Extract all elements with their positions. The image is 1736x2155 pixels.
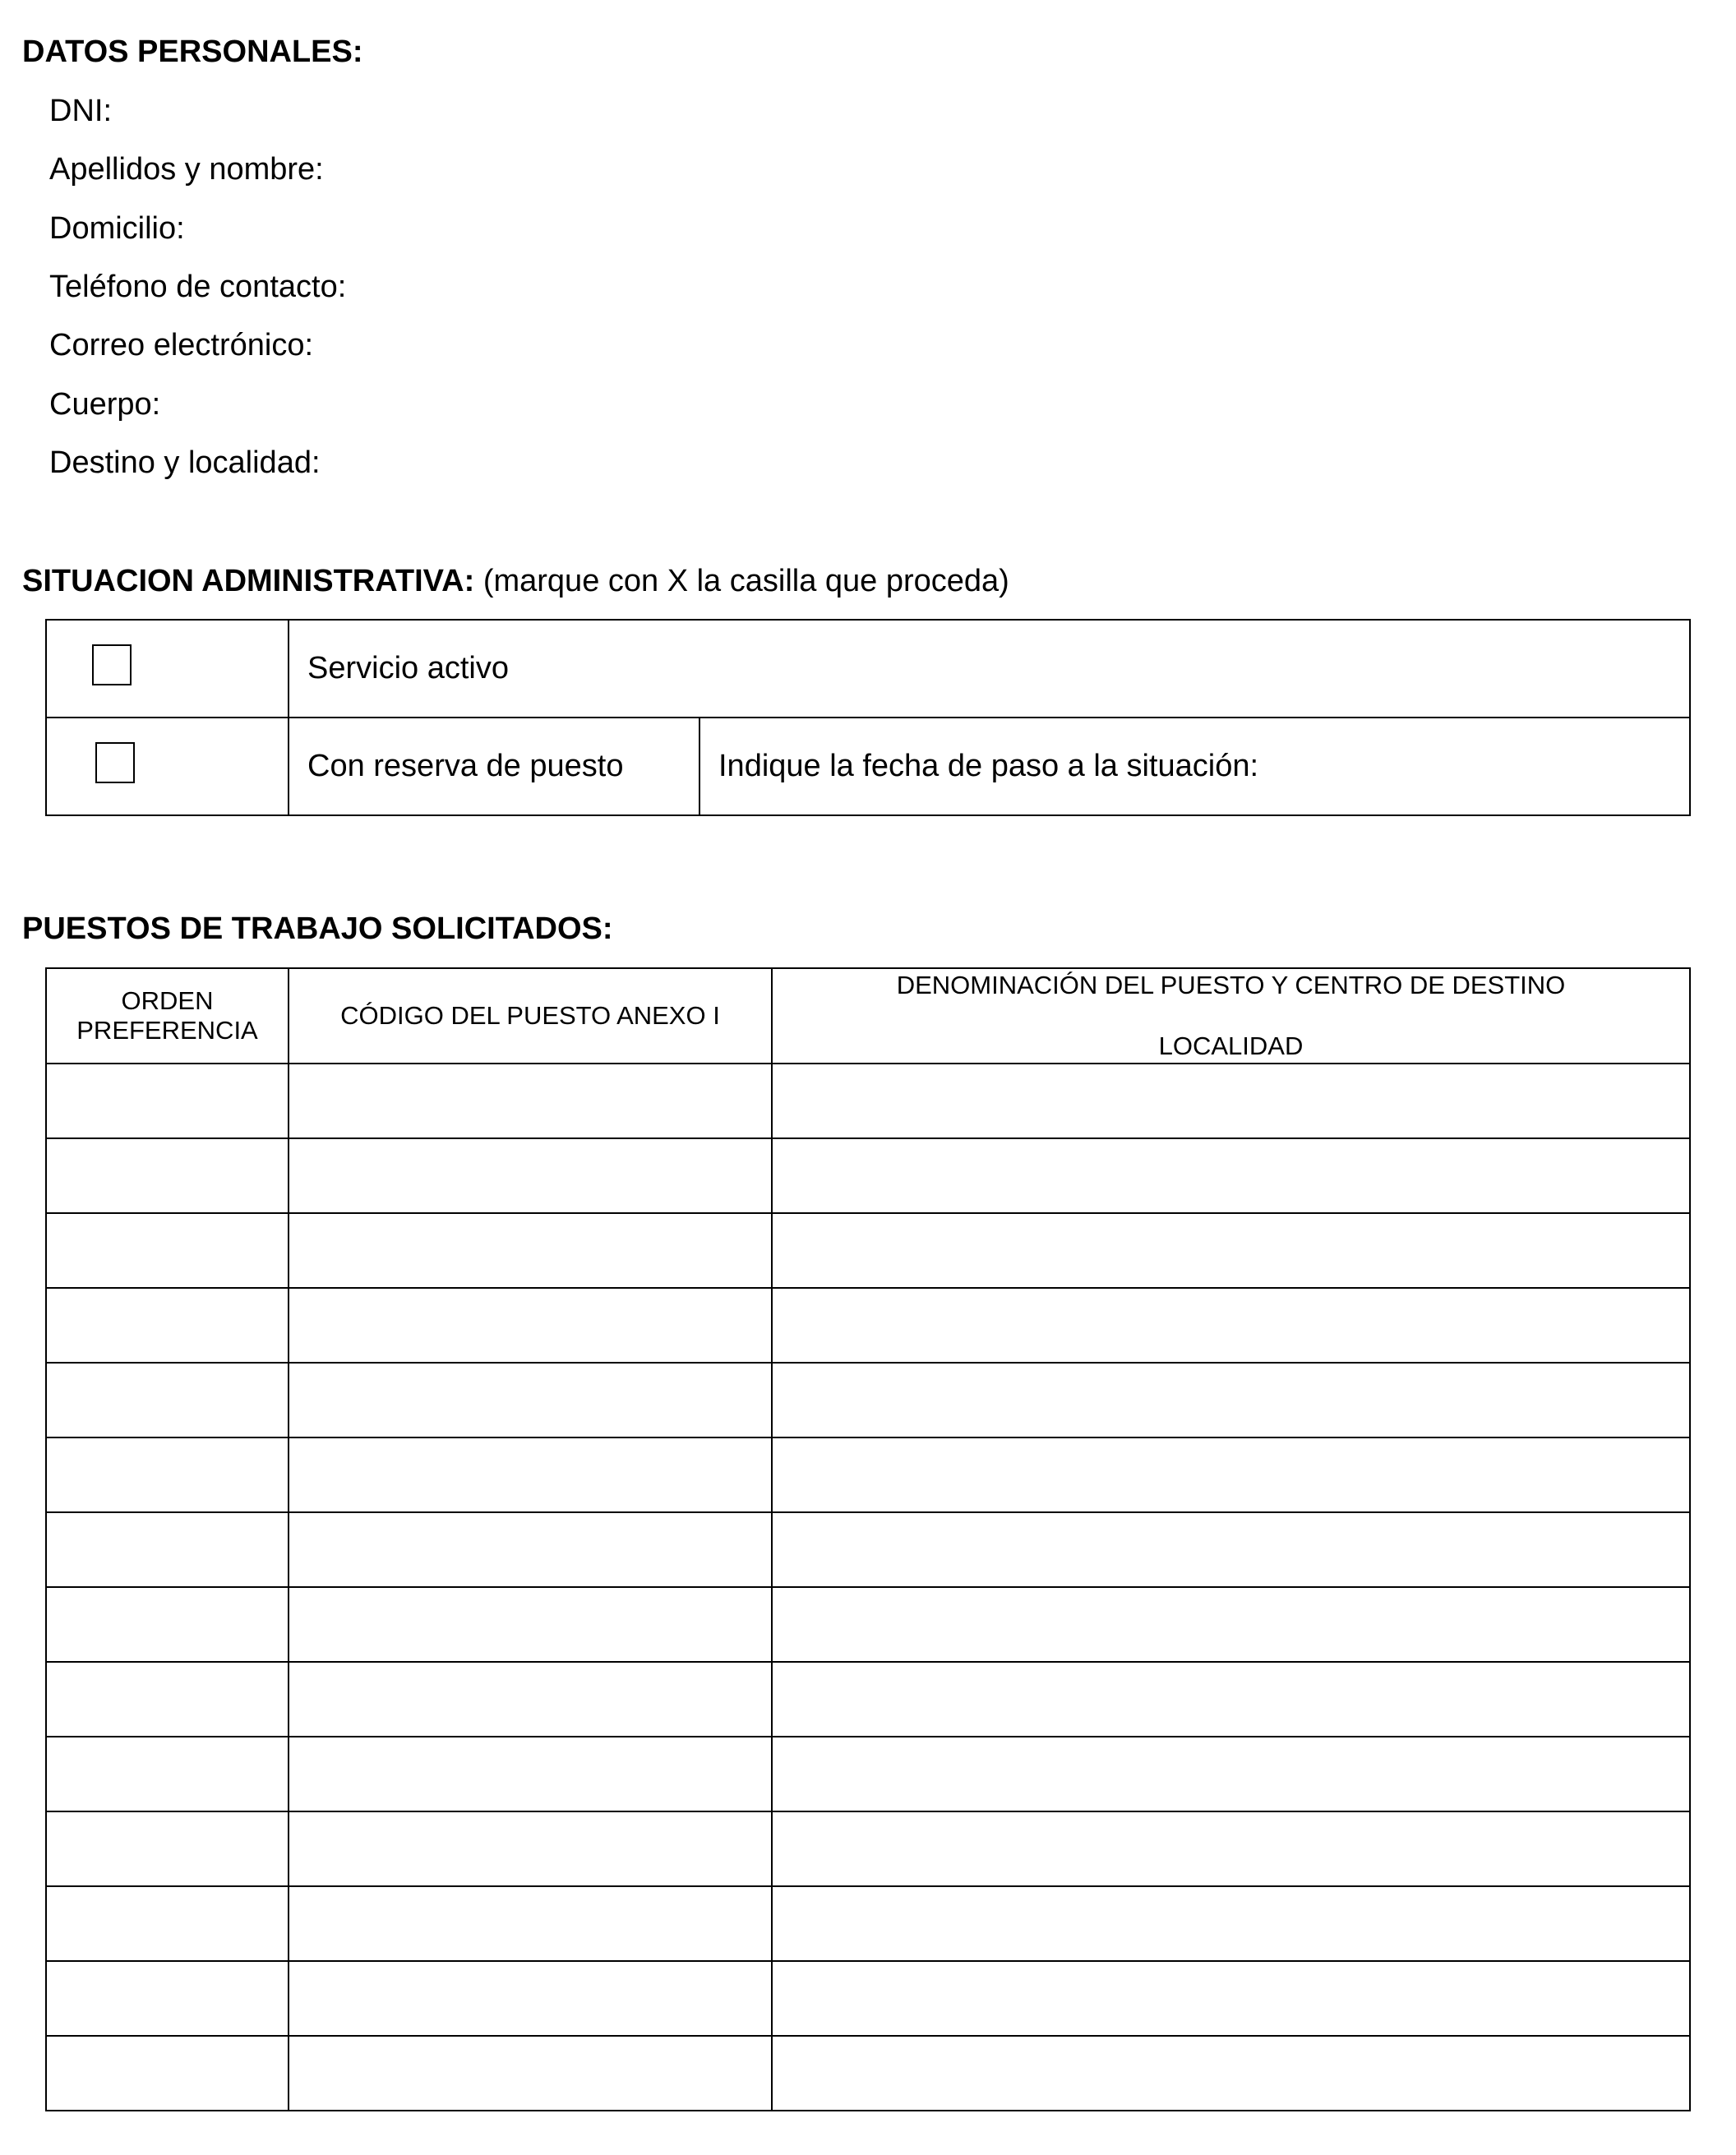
denominacion-cell[interactable] [772, 2036, 1690, 2111]
table-row [46, 1737, 1690, 1811]
orden-cell[interactable] [46, 1138, 289, 1213]
situacion-heading-label: SITUACION ADMINISTRATIVA: [22, 564, 475, 598]
table-row [46, 1363, 1690, 1437]
table-row [46, 1587, 1690, 1662]
denominacion-cell[interactable] [772, 1064, 1690, 1138]
option-row-servicio-activo [46, 620, 1690, 718]
codigo-cell[interactable] [289, 1213, 772, 1288]
header-orden-preferencia [46, 968, 289, 1064]
orden-cell[interactable] [46, 1961, 289, 2036]
denominacion-cell[interactable] [772, 1213, 1690, 1288]
denominacion-cell[interactable] [772, 1138, 1690, 1213]
codigo-cell[interactable] [289, 1662, 772, 1737]
denominacion-cell[interactable] [772, 1587, 1690, 1662]
orden-cell[interactable] [46, 1737, 289, 1811]
orden-cell[interactable] [46, 1662, 289, 1737]
denominacion-cell[interactable] [772, 1288, 1690, 1363]
table-row [46, 2036, 1690, 2111]
denominacion-cell[interactable] [772, 1512, 1690, 1587]
field-domicilio: Domicilio: [49, 211, 185, 246]
denominacion-cell[interactable] [772, 1437, 1690, 1512]
orden-cell[interactable] [46, 1811, 289, 1886]
codigo-cell[interactable] [289, 1288, 772, 1363]
header-denominacion [772, 968, 1690, 1064]
checkbox-cell [46, 620, 289, 718]
servicio-activo-checkbox[interactable] [92, 644, 132, 685]
orden-cell[interactable] [46, 1886, 289, 1961]
field-correo: Correo electrónico: [49, 328, 314, 362]
codigo-cell[interactable] [289, 1587, 772, 1662]
header-orden-line2: PREFERENCIA [76, 1016, 258, 1045]
table-row [46, 1437, 1690, 1512]
orden-cell[interactable] [46, 1064, 289, 1138]
table-row [46, 1138, 1690, 1213]
codigo-cell[interactable] [289, 1961, 772, 2036]
codigo-cell[interactable] [289, 1363, 772, 1437]
codigo-cell[interactable] [289, 1437, 772, 1512]
situacion-heading [22, 565, 1009, 597]
field-apellidos-nombre: Apellidos y nombre: [49, 152, 324, 187]
reserva-puesto-label: Con reserva de puesto [289, 718, 699, 815]
table-row [46, 1512, 1690, 1587]
puestos-table-header [46, 968, 1690, 1064]
codigo-cell[interactable] [289, 1811, 772, 1886]
situacion-table [45, 619, 1691, 816]
situacion-instruction: (marque con X la casilla que proceda) [482, 564, 1009, 598]
denominacion-cell[interactable] [772, 1363, 1690, 1437]
field-telefono: Teléfono de contacto: [49, 270, 347, 304]
header-denominacion-line1: DENOMINACIÓN DEL PUESTO Y CENTRO DE DESTINO [896, 971, 1566, 999]
orden-cell[interactable] [46, 1437, 289, 1512]
denominacion-cell[interactable] [772, 1961, 1690, 2036]
table-row [46, 1811, 1690, 1886]
header-denominacion-line2: LOCALIDAD [1158, 1031, 1304, 1060]
checkbox-cell [46, 718, 289, 815]
orden-cell[interactable] [46, 1587, 289, 1662]
field-cuerpo: Cuerpo: [49, 387, 161, 422]
codigo-cell[interactable] [289, 1512, 772, 1587]
orden-cell[interactable] [46, 1213, 289, 1288]
puestos-heading: PUESTOS DE TRABAJO SOLICITADOS: [22, 911, 613, 946]
header-orden-line1: ORDEN [121, 986, 214, 1015]
orden-cell[interactable] [46, 2036, 289, 2111]
table-row [46, 1213, 1690, 1288]
codigo-cell[interactable] [289, 2036, 772, 2111]
field-dni: DNI: [49, 94, 112, 128]
codigo-cell[interactable] [289, 1886, 772, 1961]
denominacion-cell[interactable] [772, 1886, 1690, 1961]
option-row-reserva-puesto [46, 718, 1690, 815]
header-codigo-puesto: CÓDIGO DEL PUESTO ANEXO I [289, 968, 772, 1064]
table-row [46, 1961, 1690, 2036]
codigo-cell[interactable] [289, 1138, 772, 1213]
table-row [46, 1064, 1690, 1138]
denominacion-cell[interactable] [772, 1811, 1690, 1886]
table-row [46, 1886, 1690, 1961]
denominacion-cell[interactable] [772, 1662, 1690, 1737]
denominacion-cell[interactable] [772, 1737, 1690, 1811]
orden-cell[interactable] [46, 1288, 289, 1363]
reserva-puesto-checkbox[interactable] [95, 742, 135, 783]
codigo-cell[interactable] [289, 1064, 772, 1138]
codigo-cell[interactable] [289, 1737, 772, 1811]
fecha-paso-field[interactable]: Indique la fecha de paso a la situación: [699, 718, 1690, 815]
table-row [46, 1662, 1690, 1737]
datos-personales-heading: DATOS PERSONALES: [22, 35, 363, 69]
field-destino-localidad: Destino y localidad: [49, 445, 321, 480]
orden-cell[interactable] [46, 1363, 289, 1437]
puestos-table [45, 967, 1691, 2111]
table-row [46, 1288, 1690, 1363]
servicio-activo-label: Servicio activo [289, 620, 1690, 718]
orden-cell[interactable] [46, 1512, 289, 1587]
